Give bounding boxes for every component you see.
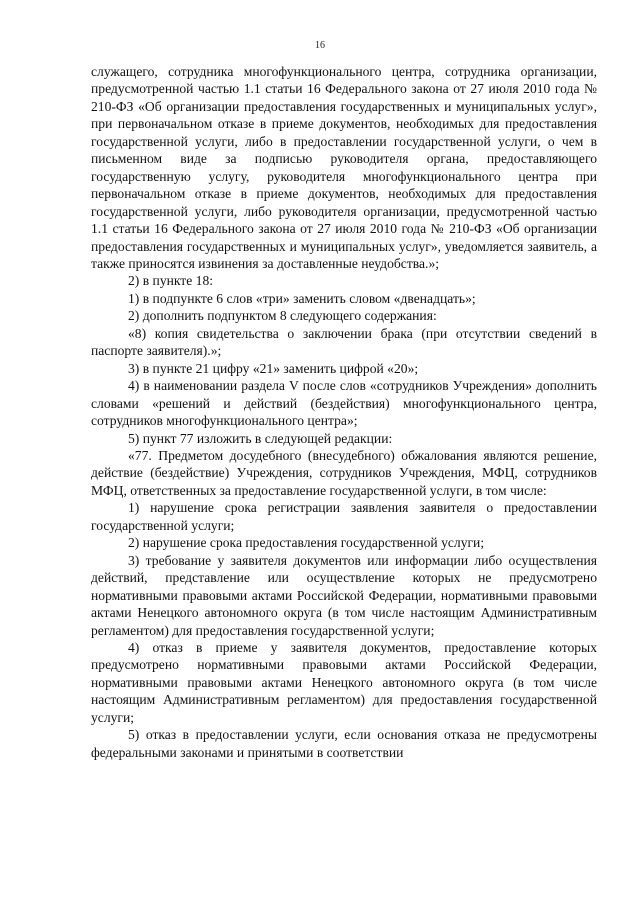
paragraph: 1) в подпункте 6 слов «три» заменить словом «двенадцать»; [128,290,476,306]
page-number: 16 [315,40,325,51]
paragraph: «8) копия свидетельства о заключении брака (при отсутствии сведений в паспорте заявителя).»; [91,325,597,359]
paragraph: 5) отказ в предоставлении услуги, если основания отказа не предусмотрены федеральными законами и принятыми в соответствии [91,727,597,760]
paragraph: 1) нарушение срока регистрации заявления заявителя о предоставлении государственной услуги; [91,500,597,533]
paragraph: 5) пункт 77 изложить в следующей редакции: [128,430,393,446]
paragraph: 2) в пункте 18: [128,273,214,289]
paragraph: 2) нарушение срока предоставления государственной услуги; [128,535,485,551]
document-body [91,63,597,761]
paragraph: 4) отказ в приеме у заявителя документов, предоставление которых предусмотрено нормативными правовыми актами Российской Федерации, нормативными правовыми актами Ненецкого автономного округа (в том числе настоящим Административным регламентом) для предоставления государственной услуги; [91,639,597,725]
paragraph: служащего, сотрудника многофункционального центра, сотрудника организации, предусмотренной частью 1.1 статьи 16 Федерального закона от 27 июля 2010 года № 210-ФЗ «Об организации предоставления государственных и муниципальных услуг», при первоначальном отказе в приеме документов, необходимых для предоставления государственной услуги, либо в предоставлении государственной услуги, о чем в письменном виде за подписью руководителя органа, предоставляющего государственную услугу, руководителя многофункционального центра при первоначальном отказе в приеме документов, необходимых для предоставления государственной услуги, либо руководителя организации, предусмотренной частью 1.1 статьи 16 Федерального закона от 27 июля 2010 года № 210-ФЗ «Об организации предоставления государственных и муниципальных услуг», уведомляется заявитель, а также приносятся извинения за доставленные неудобства.»; [91,64,597,271]
paragraph: 3) в пункте 21 цифру «21» заменить цифрой «20»; [128,360,419,376]
paragraph: 2) дополнить подпунктом 8 следующего содержания: [128,308,437,324]
paragraph: «77. Предметом досудебного (внесудебного) обжалования являются решение, действие (бездействие) Учреждения, сотрудников Учреждения, МФЦ, сотрудников МФЦ, ответственных за предоставление государственной услуги, в том числе: [91,447,597,498]
paragraph: 3) требование у заявителя документов или информации либо осуществления действий, представление или осуществление которых не предусмотрено нормативными правовыми актами Российской Федерации, нормативными правовыми актами Ненецкого автономного округа (в том числе настоящим Административным регламентом) для предоставления государственной услуги; [91,552,597,638]
paragraph: 4) в наименовании раздела V после слов «сотрудников Учреждения» дополнить словами «решений и действий (бездействия) многофункционального центра, сотрудников многофункционального центра»; [91,378,597,429]
